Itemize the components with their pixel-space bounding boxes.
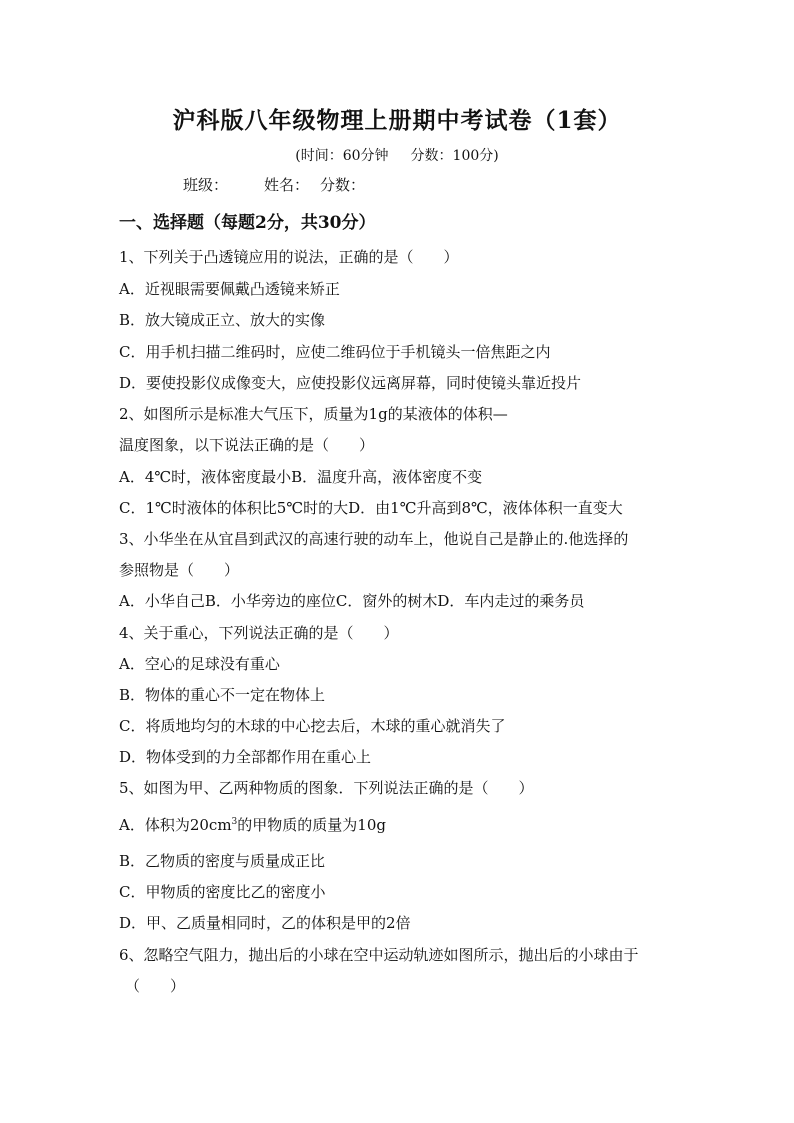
section-heading: 一、选择题（每题2分，共30分） [119,213,376,233]
question-4-option-b: B．物体的重心不一定在物体上 [119,686,326,704]
score-label: 分数： [320,176,366,194]
question-3-stem-line2: 参照物是（ ） [119,561,240,579]
question-6-stem-line1: 6、忽略空气阻力，抛出后的小球在空中运动轨迹如图所示，抛出后的小球由于 [119,946,639,964]
question-2-stem-line1: 2、如图所示是标准大气压下，质量为1g的某液体的体积— [119,405,508,423]
question-3-stem-line1: 3、小华坐在从宜昌到武汉的高速行驶的动车上，他说自己是静止的.他选择的 [119,530,629,548]
question-2-options-ab: A．4℃时，液体密度最小B．温度升高，液体密度不变 [119,468,483,486]
student-info-line [183,174,365,195]
question-4-stem: 4、关于重心，下列说法正确的是（ ） [119,624,399,642]
question-5-option-d: D．甲、乙质量相同时，乙的体积是甲的2倍 [119,914,411,932]
question-1-stem: 1、下列关于凸透镜应用的说法，正确的是（ ） [119,248,459,266]
option-a-text-pre: A．体积为20cm [119,816,232,834]
option-a-text-post: 的甲物质的质量为10g [237,816,386,834]
cubic-superscript: 3 [231,817,238,827]
question-4-option-c: C．将质地均匀的木球的中心挖去后，木球的重心就消失了 [119,717,506,735]
name-label: 姓名： [264,176,310,194]
question-3-options: A．小华自己B．小华旁边的座位C．窗外的树木D．车内走过的乘务员 [119,592,585,610]
question-5-stem: 5、如图为甲、乙两种物质的图象．下列说法正确的是（ ） [119,779,534,797]
question-5-option-c: C．甲物质的密度比乙的密度小 [119,883,326,901]
question-2-options-cd: C．1℃时液体的体积比5℃时的大D．由1℃升高到8℃，液体体积一直变大 [119,499,623,517]
exam-meta [0,145,794,165]
time-info: (时间：60分钟 [295,148,389,164]
question-5-option-b: B．乙物质的密度与质量成正比 [119,852,326,870]
question-1-option-b: B．放大镜成正立、放大的实像 [119,311,326,329]
class-label: 班级： [183,176,229,194]
question-1-option-a: A．近视眼需要佩戴凸透镜来矫正 [119,280,340,298]
question-1-option-d: D．要使投影仪成像变大，应使投影仪远离屏幕，同时使镜头靠近投片 [119,374,582,392]
score-info: 分数：100分) [410,148,499,164]
question-2-stem-line2: 温度图象，以下说法正确的是（ ） [119,436,375,454]
question-1-option-c: C．用手机扫描二维码时，应使二维码位于手机镜头一倍焦距之内 [119,343,551,361]
question-5-option-a [119,815,386,835]
question-4-option-a: A．空心的足球没有重心 [119,655,280,673]
question-4-option-d: D．物体受到的力全部都作用在重心上 [119,748,372,766]
exam-title: 沪科版八年级物理上册期中考试卷（1套） [172,107,622,134]
question-6-stem-line2: （ ） [125,977,186,995]
